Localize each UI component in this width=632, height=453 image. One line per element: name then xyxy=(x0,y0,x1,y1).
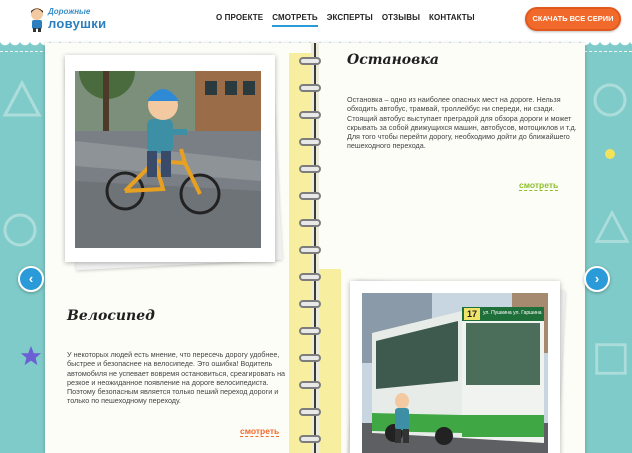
spiral-ring xyxy=(299,381,321,389)
logo[interactable] xyxy=(28,4,107,34)
section-title-bicycle: Велосипед xyxy=(67,308,155,324)
watch-link-stop[interactable]: смотреть xyxy=(519,180,559,190)
spiral-ring xyxy=(299,354,321,362)
chevron-left-icon: ‹ xyxy=(28,271,34,286)
spiral-ring xyxy=(299,435,321,443)
section-text-bicycle: У некоторых людей есть мнение, что пересечь дорогу удобнее, быстрее и безопаснее на велосипеде. Это ошибка! Водитель автомобиля не успевает вовремя остановиться, среагировать на резкое и неожиданное появление на дороге велосипедиста. Поэтому безопасным является только пеший переход дороги и только по пешеходному переходу. xyxy=(67,350,286,406)
spiral-ring xyxy=(299,192,321,200)
logo-text-bottom: ловушки xyxy=(48,16,107,31)
bus-route-number: 17 xyxy=(467,309,478,319)
road-sign-icon xyxy=(590,80,630,120)
spiral-ring xyxy=(299,165,321,173)
nav-watch[interactable]: СМОТРЕТЬ xyxy=(272,13,318,27)
road-sign-icon xyxy=(2,80,42,120)
header xyxy=(0,0,632,40)
spiral-ring xyxy=(299,138,321,146)
dot-icon xyxy=(604,148,616,160)
nav-experts[interactable]: ЭКСПЕРТЫ xyxy=(326,13,373,22)
spiral-ring xyxy=(299,327,321,335)
star-icon xyxy=(20,345,42,367)
download-all-button[interactable]: СКАЧАТЬ ВСЕ СЕРИИ xyxy=(525,7,621,31)
bicycle-scene-image xyxy=(75,71,261,248)
spiral-ring xyxy=(299,57,321,65)
bicycle-photo-card[interactable] xyxy=(65,55,275,262)
nav-contacts[interactable]: КОНТАКТЫ xyxy=(429,13,475,22)
prev-arrow-button[interactable] xyxy=(18,266,44,292)
nav-reviews[interactable]: ОТЗЫВЫ xyxy=(381,13,421,22)
chevron-right-icon: › xyxy=(594,271,600,286)
spiral-ring xyxy=(299,246,321,254)
main-nav xyxy=(216,13,475,27)
spiral-ring xyxy=(299,273,321,281)
bus-photo-card[interactable] xyxy=(350,281,560,453)
bus-route-sign: ул. Пушкина ул. Гаршина xyxy=(483,310,542,316)
section-title-stop: Остановка xyxy=(347,52,439,68)
section-text-stop: Остановка – одно из наиболее опасных мест на дороге. Нельзя обходить автобус, трамвай, троллейбус ни спереди, ни сзади. Стоящий автобус выступает преградой для обзора дороги и может скрывать за собой движущихся машин, автобусов, мотоциклов и т.д. Для того чтобы перейти дорогу, необходимо дойти до ближайшего пешеходного перехода. xyxy=(347,95,577,151)
watch-link-bicycle[interactable]: смотреть xyxy=(240,426,280,436)
road-sign-icon xyxy=(0,210,40,250)
spiral-ring xyxy=(299,300,321,308)
notebook xyxy=(45,43,585,453)
logo-kid-icon xyxy=(28,6,46,32)
spiral-ring xyxy=(299,219,321,227)
road-sign-icon xyxy=(594,210,630,246)
spiral-ring xyxy=(299,84,321,92)
road-sign-icon xyxy=(592,340,630,378)
bus-scene-image xyxy=(362,293,548,453)
nav-about[interactable]: О ПРОЕКТЕ xyxy=(216,13,264,22)
spiral-ring xyxy=(299,111,321,119)
next-arrow-button[interactable] xyxy=(584,266,610,292)
logo-text-top: Дорожные xyxy=(48,7,91,16)
spiral-ring xyxy=(299,408,321,416)
